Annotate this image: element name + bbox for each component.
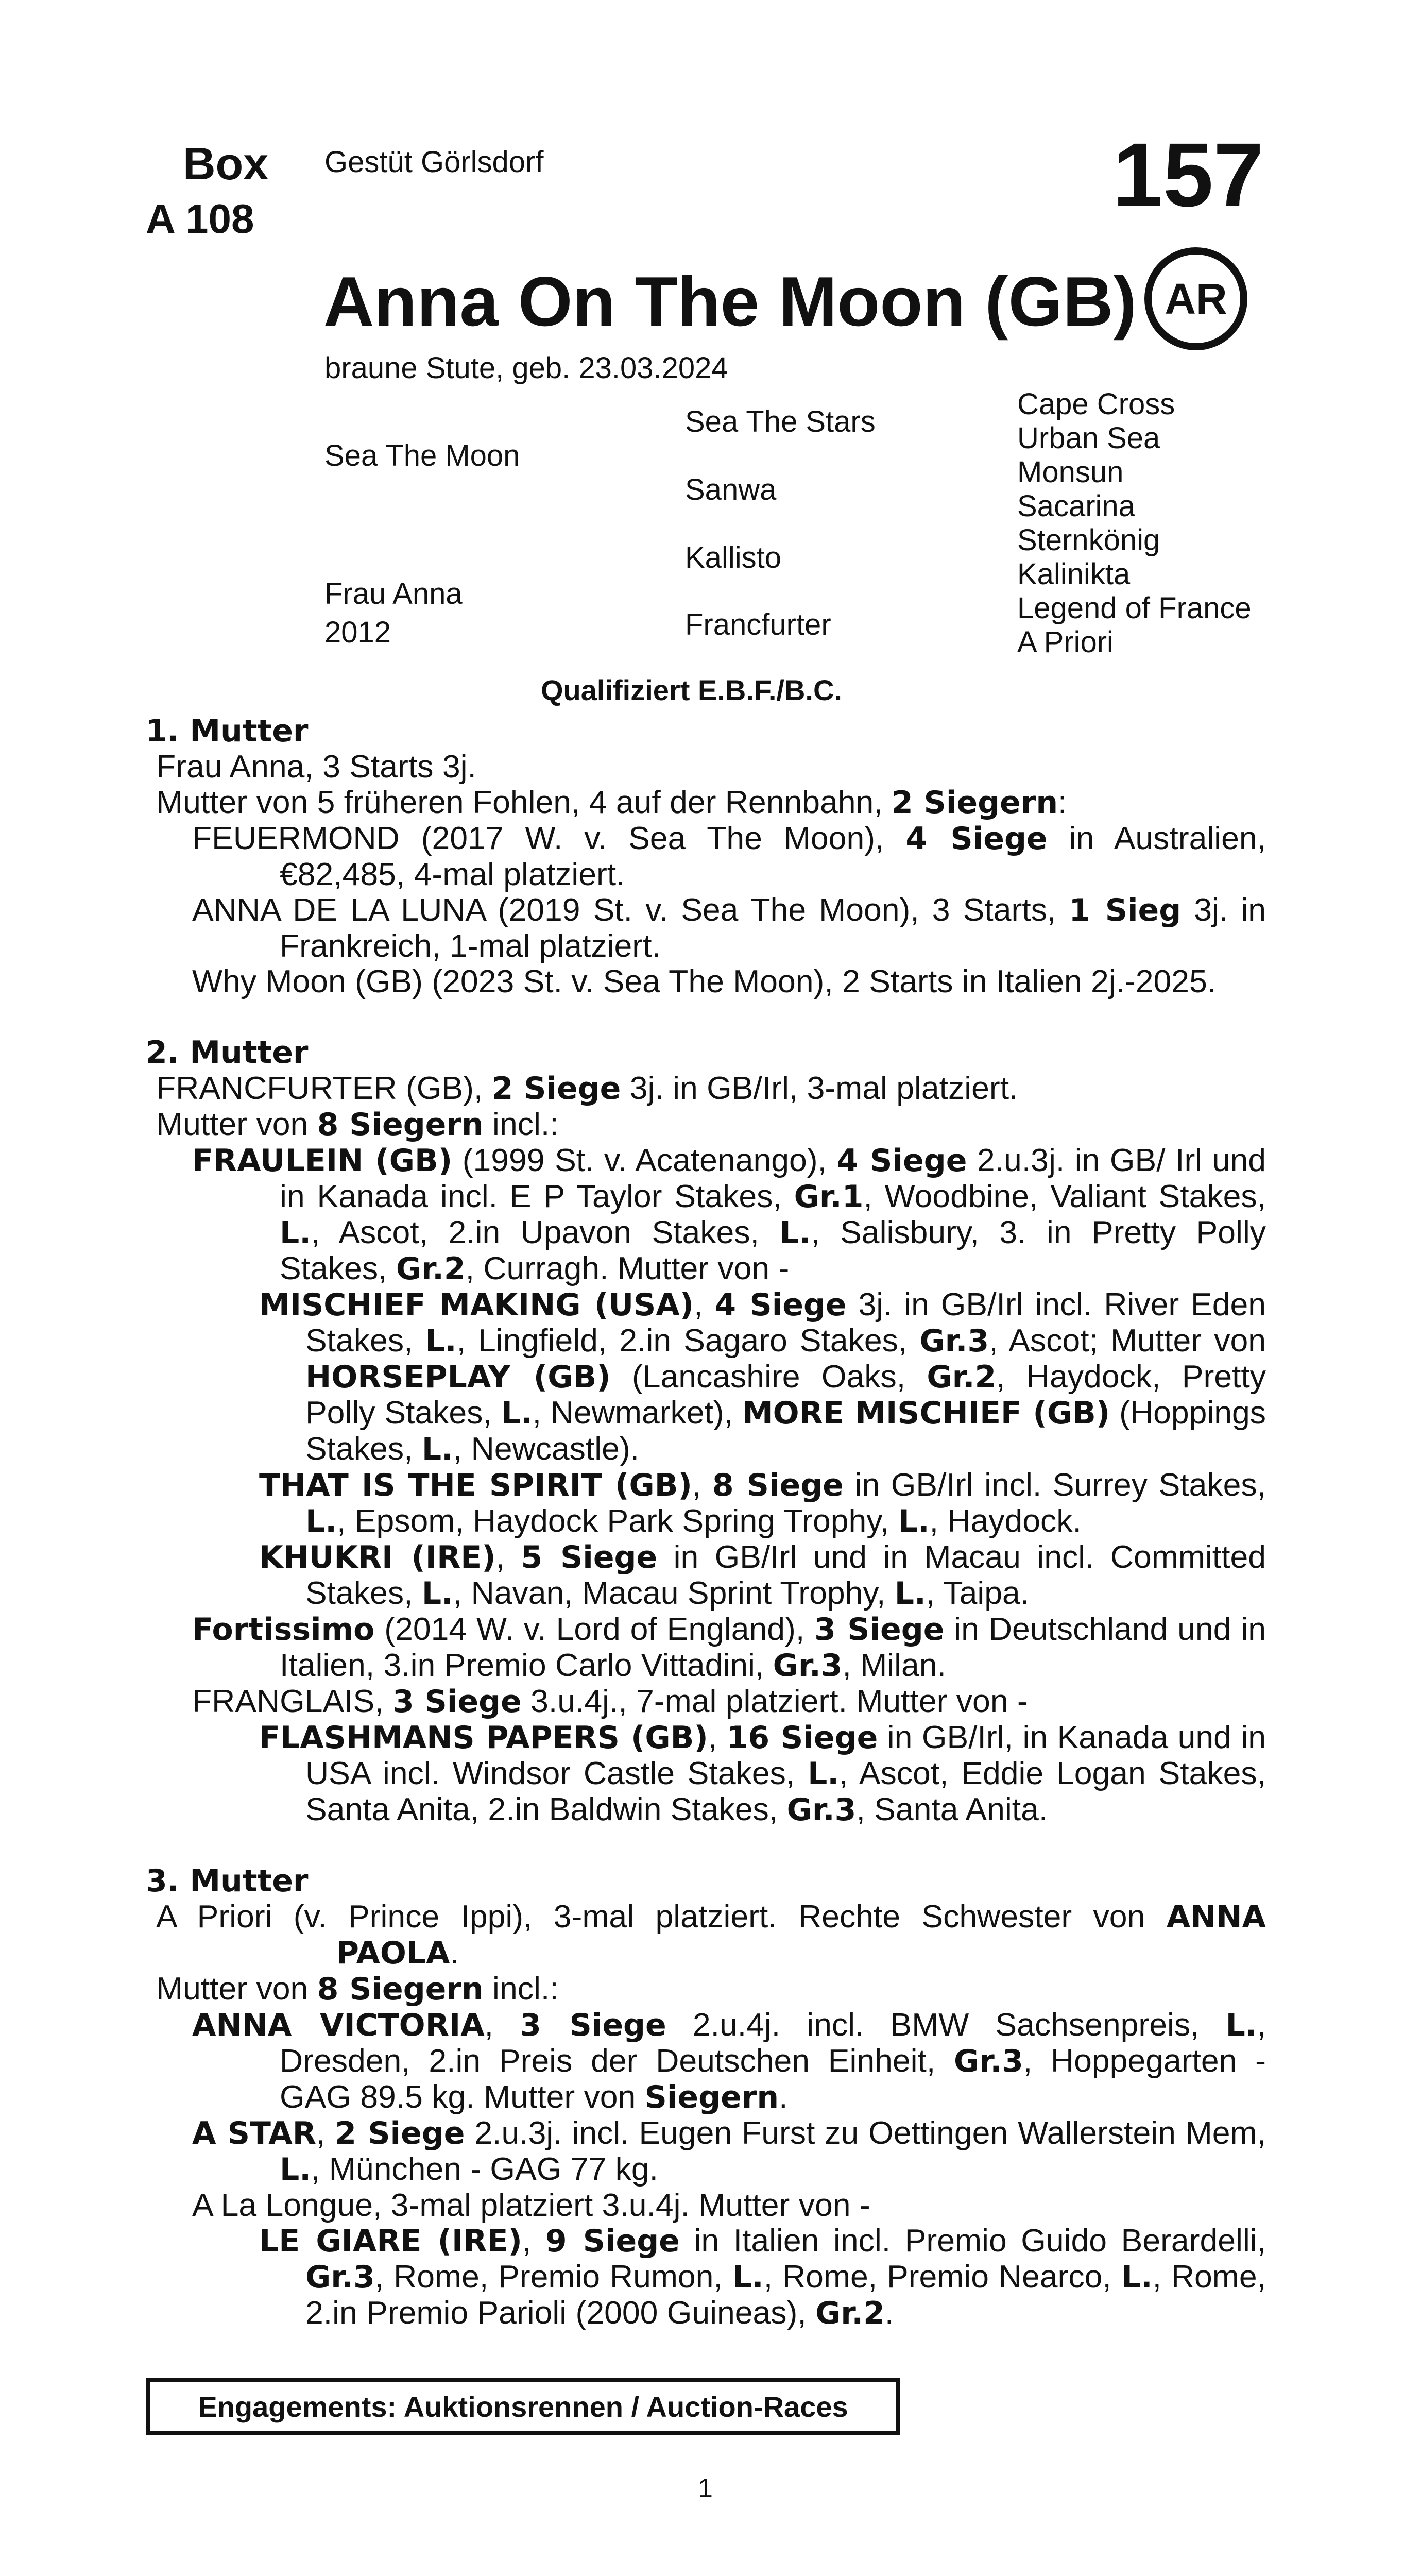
section-title: 2. Mutter <box>146 1035 309 1071</box>
breeder: Gestüt Görlsdorf <box>324 145 544 179</box>
engagements-text: Engagements: Auktionsrennen / Auction-Races <box>198 2390 848 2423</box>
pedigree-gp: Francfurter <box>685 608 831 641</box>
produce-subentry: LE GIARE (IRE), 9 Siege in Italien incl. Premio Guido Berardelli, Gr.3, Rome, Premio Rumon, L., Rome, Premio Nearco, L., Rome, 2.in Premio Parioli (2000 Guineas), Gr.2. <box>259 2223 1266 2331</box>
box-label: Box <box>183 138 269 189</box>
section-first-dam <box>146 714 1266 999</box>
pedigree-ggp: Cape Cross <box>1017 387 1175 421</box>
pedigree-gp: Sea The Stars <box>685 405 876 438</box>
dam-summary: Frau Anna, 3 Starts 3j. <box>156 749 476 785</box>
pedigree-dam-year: 2012 <box>324 616 391 649</box>
dam-summary: FRANCFURTER (GB), 2 Siege 3j. in GB/Irl, 3-mal platziert. <box>156 1070 1018 1107</box>
produce-summary: Mutter von 8 Siegern incl.: <box>156 1971 559 2007</box>
produce-entry: FRAULEIN (GB) (1999 St. v. Acatenango), 4 Siege 2.u.3j. in GB/ Irl und in Kanada incl. E P Taylor Stakes, Gr.1, Woodbine, Valiant Stakes, L., Ascot, 2.in Upavon Stakes, L., Salisbury, 3. in Pretty Polly Stakes, Gr.2, Curragh. Mutter von - <box>192 1142 1266 1287</box>
produce-summary: Mutter von 8 Siegern incl.: <box>156 1106 559 1143</box>
produce-entry: FEUERMOND (2017 W. v. Sea The Moon), 4 Siege in Australien, €82,485, 4-mal platziert. <box>192 820 1266 892</box>
produce-summary: Mutter von 5 früheren Fohlen, 4 auf der Rennbahn, 2 Siegern: <box>156 784 1067 821</box>
produce-entry: A La Longue, 3-mal platziert 3.u.4j. Mutter von - <box>192 2187 870 2223</box>
page-number: 1 <box>698 2473 713 2503</box>
produce-subentry: MISCHIEF MAKING (USA), 4 Siege 3j. in GB/Irl incl. River Eden Stakes, L., Lingfield, 2.in Sagaro Stakes, Gr.3, Ascot; Mutter von HORSEPLAY (GB) (Lancashire Oaks, Gr.2, Haydock, Pretty Polly Stakes, L., Newmarket), MORE MISCHIEF (GB) (Hoppings Stakes, L., Newcastle). <box>259 1286 1266 1467</box>
produce-entry: Fortissimo (2014 W. v. Lord of England), 3 Siege in Deutschland und in Italien, 3.in Premio Carlo Vittadini, Gr.3, Milan. <box>192 1611 1266 1684</box>
produce-entry: ANNA DE LA LUNA (2019 St. v. Sea The Moon), 3 Starts, 1 Sieg 3j. in Frankreich, 1-mal platziert. <box>192 892 1266 964</box>
produce-subentry: KHUKRI (IRE), 5 Siege in GB/Irl und in Macau incl. Committed Stakes, L., Navan, Macau Sprint Trophy, L., Taipa. <box>259 1539 1266 1612</box>
catalogue-content <box>146 714 1266 2367</box>
pedigree-ggp: Urban Sea <box>1017 421 1160 455</box>
section-third-dam <box>146 1863 1266 2331</box>
produce-entry: FRANGLAIS, 3 Siege 3.u.4j., 7-mal platziert. Mutter von - <box>192 1683 1028 1720</box>
section-title: 1. Mutter <box>146 713 309 749</box>
pedigree-ggp: Kalinikta <box>1017 557 1131 591</box>
lot-number: 157 <box>1112 125 1264 226</box>
ar-badge-text: AR <box>1165 274 1227 323</box>
dam-summary: A Priori (v. Prince Ippi), 3-mal platziert. Rechte Schwester von ANNA PAOLA. <box>156 1899 1266 1971</box>
pedigree-dam: Frau Anna <box>324 577 463 611</box>
box-number: A 108 <box>146 196 254 242</box>
pedigree-gp: Kallisto <box>685 541 781 574</box>
pedigree-ggp: Sternkönig <box>1017 523 1160 557</box>
produce-entry: ANNA VICTORIA, 3 Siege 2.u.4j. incl. BMW Sachsenpreis, L., Dresden, 2.in Preis der Deutschen Einheit, Gr.3, Hoppegarten - GAG 89.5 kg. Mutter von Siegern. <box>192 2007 1266 2115</box>
horse-description: braune Stute, geb. 23.03.2024 <box>324 351 728 385</box>
pedigree-ggp: Sacarina <box>1017 489 1135 523</box>
ar-badge <box>1144 247 1247 350</box>
pedigree-gp: Sanwa <box>685 473 777 506</box>
section-title: 3. Mutter <box>146 1863 309 1899</box>
pedigree-ggp: Legend of France <box>1017 591 1252 625</box>
produce-entry: A STAR, 2 Siege 2.u.3j. incl. Eugen Furst zu Oettingen Wallerstein Mem, L., München - GAG 77 kg. <box>192 2115 1266 2188</box>
produce-subentry: FLASHMANS PAPERS (GB), 16 Siege in GB/Irl, in Kanada und in USA incl. Windsor Castle Stakes, L., Ascot, Eddie Logan Stakes, Santa Anita, 2.in Baldwin Stakes, Gr.3, Santa Anita. <box>259 1719 1266 1828</box>
section-second-dam <box>146 1035 1266 1828</box>
horse-name: Anna On The Moon (GB) <box>323 262 1137 341</box>
engagements-box <box>146 2378 900 2435</box>
pedigree-ggp: A Priori <box>1017 625 1114 659</box>
pedigree-sire: Sea The Moon <box>324 439 520 472</box>
produce-entry: Why Moon (GB) (2023 St. v. Sea The Moon), 2 Starts in Italien 2j.-2025. <box>192 963 1217 999</box>
produce-subentry: THAT IS THE SPIRIT (GB), 8 Siege in GB/Irl incl. Surrey Stakes, L., Epsom, Haydock Park Spring Trophy, L., Haydock. <box>259 1467 1266 1539</box>
pedigree-ggp: Monsun <box>1017 455 1124 489</box>
qualification: Qualifiziert E.B.F./B.C. <box>541 674 842 706</box>
